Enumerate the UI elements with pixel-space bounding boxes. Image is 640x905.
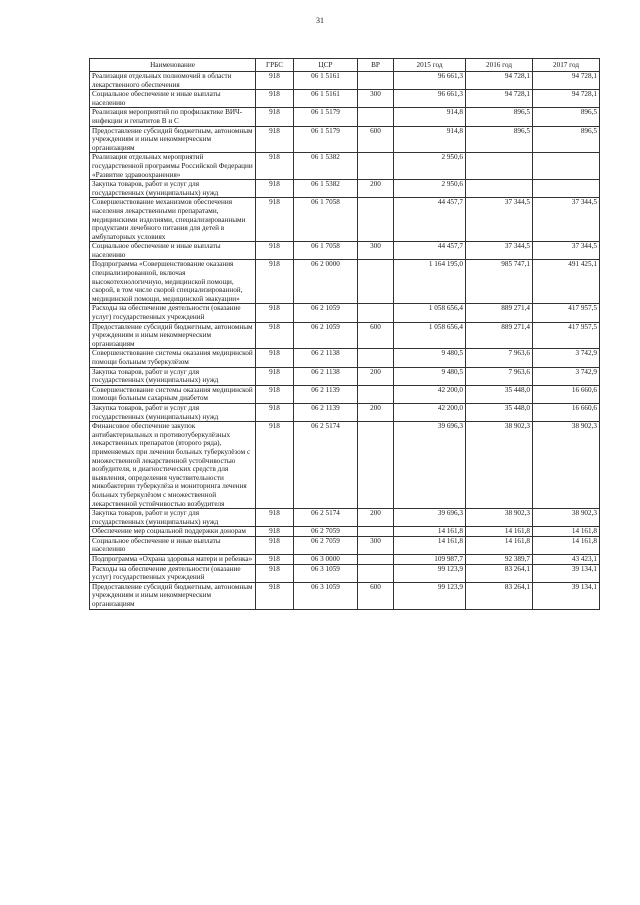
cell-name: Подпрограмма «Охрана здоровья матери и ребенка» <box>90 555 256 565</box>
cell-2015: 9 480,5 <box>394 367 466 385</box>
table-row <box>90 108 600 126</box>
cell-2017: 14 161,8 <box>533 527 600 537</box>
cell-grbs: 918 <box>256 242 294 260</box>
cell-name: Закупка товаров, работ и услуг для государственных (муниципальных) нужд <box>90 509 256 527</box>
cell-grbs: 918 <box>256 260 294 304</box>
cell-2017: 417 957,5 <box>533 322 600 349</box>
table-row <box>90 536 600 554</box>
cell-name: Закупка товаров, работ и услуг для государственных (муниципальных) нужд <box>90 403 256 421</box>
table-row <box>90 527 600 537</box>
cell-csr: 06 1 7058 <box>294 198 358 242</box>
cell-csr: 06 1 5382 <box>294 153 358 180</box>
cell-vr <box>358 422 394 509</box>
cell-grbs: 918 <box>256 536 294 554</box>
table-row <box>90 260 600 304</box>
cell-vr <box>358 108 394 126</box>
table-row <box>90 403 600 421</box>
cell-name: Предоставление субсидий бюджетным, автономным учреждениям и иным некоммерческим организациям <box>90 126 256 153</box>
table-row <box>90 242 600 260</box>
cell-2017: 491 425,1 <box>533 260 600 304</box>
cell-2016: 38 902,3 <box>466 509 533 527</box>
table-row <box>90 385 600 403</box>
table-row <box>90 422 600 509</box>
cell-2016: 83 264,1 <box>466 582 533 609</box>
cell-2017: 37 344,5 <box>533 242 600 260</box>
cell-2016: 35 448,0 <box>466 403 533 421</box>
cell-vr <box>358 153 394 180</box>
table-row <box>90 72 600 90</box>
cell-2017: 417 957,5 <box>533 304 600 322</box>
cell-vr <box>358 72 394 90</box>
cell-2017 <box>533 153 600 180</box>
cell-2016: 35 448,0 <box>466 385 533 403</box>
cell-2015: 96 661,3 <box>394 72 466 90</box>
header-csr: ЦСР <box>294 59 358 72</box>
cell-vr <box>358 564 394 582</box>
table-body <box>90 72 600 610</box>
cell-2016: 92 389,7 <box>466 555 533 565</box>
cell-2015: 109 987,7 <box>394 555 466 565</box>
cell-name: Совершенствование механизмов обеспечения населения лекарственными препаратами, медицинскими изделиями, специализированными продуктами лечебного питания для детей в амбулаторных условиях <box>90 198 256 242</box>
cell-grbs: 918 <box>256 126 294 153</box>
cell-name: Реализация мероприятий по профилактике ВИЧ-инфекции и гепатитов В и С <box>90 108 256 126</box>
cell-name: Реализация отдельных полномочий в области лекарственного обеспечения <box>90 72 256 90</box>
table-row <box>90 198 600 242</box>
cell-name: Расходы на обеспечение деятельности (оказание услуг) государственных учреждений <box>90 304 256 322</box>
cell-2016: 14 161,8 <box>466 527 533 537</box>
cell-vr: 600 <box>358 126 394 153</box>
cell-name: Социальное обеспечение и иные выплаты населению <box>90 536 256 554</box>
cell-2015: 2 950,6 <box>394 153 466 180</box>
cell-2015: 99 123,9 <box>394 582 466 609</box>
cell-vr <box>358 527 394 537</box>
cell-csr: 06 3 1059 <box>294 564 358 582</box>
cell-vr: 200 <box>358 367 394 385</box>
cell-2017: 39 134,1 <box>533 582 600 609</box>
cell-2017: 16 660,6 <box>533 385 600 403</box>
cell-2016 <box>466 153 533 180</box>
header-2016: 2016 год <box>466 59 533 72</box>
table-row <box>90 367 600 385</box>
cell-2016: 889 271,4 <box>466 304 533 322</box>
table-row <box>90 509 600 527</box>
cell-vr: 200 <box>358 509 394 527</box>
table-row <box>90 126 600 153</box>
cell-csr: 06 2 1138 <box>294 367 358 385</box>
table-row <box>90 90 600 108</box>
cell-csr: 06 1 5179 <box>294 126 358 153</box>
header-name: Наименование <box>90 59 256 72</box>
cell-grbs: 918 <box>256 108 294 126</box>
cell-csr: 06 2 7059 <box>294 527 358 537</box>
cell-2016: 7 963,6 <box>466 349 533 367</box>
cell-name: Предоставление субсидий бюджетным, автономным учреждениям и иным некоммерческим организациям <box>90 582 256 609</box>
cell-name: Закупка товаров, работ и услуг для государственных (муниципальных) нужд <box>90 180 256 198</box>
cell-csr: 06 1 5382 <box>294 180 358 198</box>
cell-vr: 600 <box>358 322 394 349</box>
cell-2015: 1 164 195,0 <box>394 260 466 304</box>
cell-csr: 06 1 5161 <box>294 90 358 108</box>
cell-2017: 38 902,3 <box>533 509 600 527</box>
cell-2015: 42 200,0 <box>394 385 466 403</box>
cell-2017: 38 902,3 <box>533 422 600 509</box>
table-row <box>90 564 600 582</box>
table-row <box>90 304 600 322</box>
cell-csr: 06 2 1139 <box>294 403 358 421</box>
cell-2017: 3 742,9 <box>533 349 600 367</box>
header-2017: 2017 год <box>533 59 600 72</box>
cell-vr <box>358 304 394 322</box>
table-row <box>90 322 600 349</box>
cell-vr: 600 <box>358 582 394 609</box>
cell-grbs: 918 <box>256 304 294 322</box>
cell-2017 <box>533 180 600 198</box>
cell-2016: 83 264,1 <box>466 564 533 582</box>
cell-2017: 896,5 <box>533 126 600 153</box>
cell-csr: 06 2 5174 <box>294 509 358 527</box>
cell-2016: 985 747,1 <box>466 260 533 304</box>
cell-vr <box>358 198 394 242</box>
cell-2017: 39 134,1 <box>533 564 600 582</box>
cell-csr: 06 2 7059 <box>294 536 358 554</box>
cell-2016: 94 728,1 <box>466 72 533 90</box>
cell-grbs: 918 <box>256 403 294 421</box>
cell-2017: 896,5 <box>533 108 600 126</box>
cell-csr: 06 2 1139 <box>294 385 358 403</box>
cell-name: Подпрограмма «Совершенствование оказания специализированной, включая высокотехнологичную, медицинской помощи, скорой, в том числе скорой специализированной, медицинской помощи, медицинской эвакуации» <box>90 260 256 304</box>
cell-2015: 914,8 <box>394 108 466 126</box>
cell-2015: 99 123,9 <box>394 564 466 582</box>
header-grbs: ГРБС <box>256 59 294 72</box>
cell-2015: 44 457,7 <box>394 198 466 242</box>
cell-grbs: 918 <box>256 422 294 509</box>
cell-vr: 200 <box>358 180 394 198</box>
table-header-row <box>90 59 600 72</box>
cell-grbs: 918 <box>256 367 294 385</box>
cell-vr <box>358 385 394 403</box>
cell-csr: 06 2 1059 <box>294 322 358 349</box>
cell-2015: 14 161,8 <box>394 527 466 537</box>
cell-grbs: 918 <box>256 72 294 90</box>
cell-csr: 06 2 1138 <box>294 349 358 367</box>
budget-table <box>89 58 600 610</box>
cell-2017: 16 660,6 <box>533 403 600 421</box>
cell-name: Финансовое обеспечение закупок антибактериальных и противотуберкулёзных лекарственных препаратов (второго ряда), применяемых при лечении больных туберкулёзом с множественной лекарственной устойчивостью возбудителя, и диагностических средств для выявления, определения чувствительности микобактерии туберкулёза и мониторинга лечения больных туберкулёзом с множественной лекарственной устойчивостью возбудителя <box>90 422 256 509</box>
cell-name: Совершенствование системы оказания медицинской помощи больным туберкулёзом <box>90 349 256 367</box>
cell-csr: 06 1 5161 <box>294 72 358 90</box>
cell-name: Социальное обеспечение и иные выплаты населению <box>90 242 256 260</box>
cell-grbs: 918 <box>256 322 294 349</box>
cell-2015: 44 457,7 <box>394 242 466 260</box>
cell-vr: 300 <box>358 90 394 108</box>
cell-csr: 06 3 0000 <box>294 555 358 565</box>
cell-csr: 06 1 5179 <box>294 108 358 126</box>
cell-grbs: 918 <box>256 385 294 403</box>
cell-2016: 94 728,1 <box>466 90 533 108</box>
cell-2015: 14 161,8 <box>394 536 466 554</box>
cell-2017: 94 728,1 <box>533 90 600 108</box>
header-2015: 2015 год <box>394 59 466 72</box>
cell-csr: 06 2 5174 <box>294 422 358 509</box>
table-row <box>90 555 600 565</box>
cell-2016: 889 271,4 <box>466 322 533 349</box>
cell-2015: 39 696,3 <box>394 509 466 527</box>
cell-2015: 96 661,3 <box>394 90 466 108</box>
cell-name: Совершенствование системы оказания медицинской помощи больным сахарным диабетом <box>90 385 256 403</box>
table-row <box>90 180 600 198</box>
cell-vr <box>358 555 394 565</box>
cell-csr: 06 1 7058 <box>294 242 358 260</box>
table-row <box>90 349 600 367</box>
cell-name: Закупка товаров, работ и услуг для государственных (муниципальных) нужд <box>90 367 256 385</box>
cell-name: Обеспечение мер социальной поддержки донорам <box>90 527 256 537</box>
cell-2016: 7 963,6 <box>466 367 533 385</box>
cell-2015: 2 950,6 <box>394 180 466 198</box>
cell-2016 <box>466 180 533 198</box>
cell-grbs: 918 <box>256 153 294 180</box>
cell-vr: 300 <box>358 536 394 554</box>
cell-name: Социальное обеспечение и иные выплаты населению <box>90 90 256 108</box>
cell-2016: 14 161,8 <box>466 536 533 554</box>
cell-name: Предоставление субсидий бюджетным, автономным учреждениям и иным некоммерческим организациям <box>90 322 256 349</box>
cell-2017: 3 742,9 <box>533 367 600 385</box>
cell-2017: 37 344,5 <box>533 198 600 242</box>
cell-grbs: 918 <box>256 527 294 537</box>
cell-2015: 42 200,0 <box>394 403 466 421</box>
cell-csr: 06 3 1059 <box>294 582 358 609</box>
cell-vr <box>358 260 394 304</box>
cell-grbs: 918 <box>256 90 294 108</box>
cell-name: Реализация отдельных мероприятий государственной программы Российской Федерации «Развитие здравоохранения» <box>90 153 256 180</box>
cell-vr: 200 <box>358 403 394 421</box>
cell-2016: 37 344,5 <box>466 242 533 260</box>
cell-2015: 914,8 <box>394 126 466 153</box>
cell-csr: 06 2 0000 <box>294 260 358 304</box>
cell-grbs: 918 <box>256 509 294 527</box>
cell-2016: 896,5 <box>466 126 533 153</box>
cell-name: Расходы на обеспечение деятельности (оказание услуг) государственных учреждений <box>90 564 256 582</box>
cell-2017: 94 728,1 <box>533 72 600 90</box>
table-row <box>90 582 600 609</box>
cell-grbs: 918 <box>256 180 294 198</box>
cell-vr: 300 <box>358 242 394 260</box>
cell-2017: 43 423,1 <box>533 555 600 565</box>
cell-grbs: 918 <box>256 198 294 242</box>
cell-grbs: 918 <box>256 582 294 609</box>
cell-grbs: 918 <box>256 349 294 367</box>
cell-2016: 38 902,3 <box>466 422 533 509</box>
cell-2017: 14 161,8 <box>533 536 600 554</box>
cell-2015: 1 058 656,4 <box>394 322 466 349</box>
cell-2016: 896,5 <box>466 108 533 126</box>
cell-2015: 1 058 656,4 <box>394 304 466 322</box>
cell-csr: 06 2 1059 <box>294 304 358 322</box>
cell-vr <box>358 349 394 367</box>
cell-2015: 39 696,3 <box>394 422 466 509</box>
table-row <box>90 153 600 180</box>
cell-grbs: 918 <box>256 564 294 582</box>
cell-grbs: 918 <box>256 555 294 565</box>
header-vr: ВР <box>358 59 394 72</box>
cell-2016: 37 344,5 <box>466 198 533 242</box>
cell-2015: 9 480,5 <box>394 349 466 367</box>
page-number: 31 <box>316 16 324 25</box>
